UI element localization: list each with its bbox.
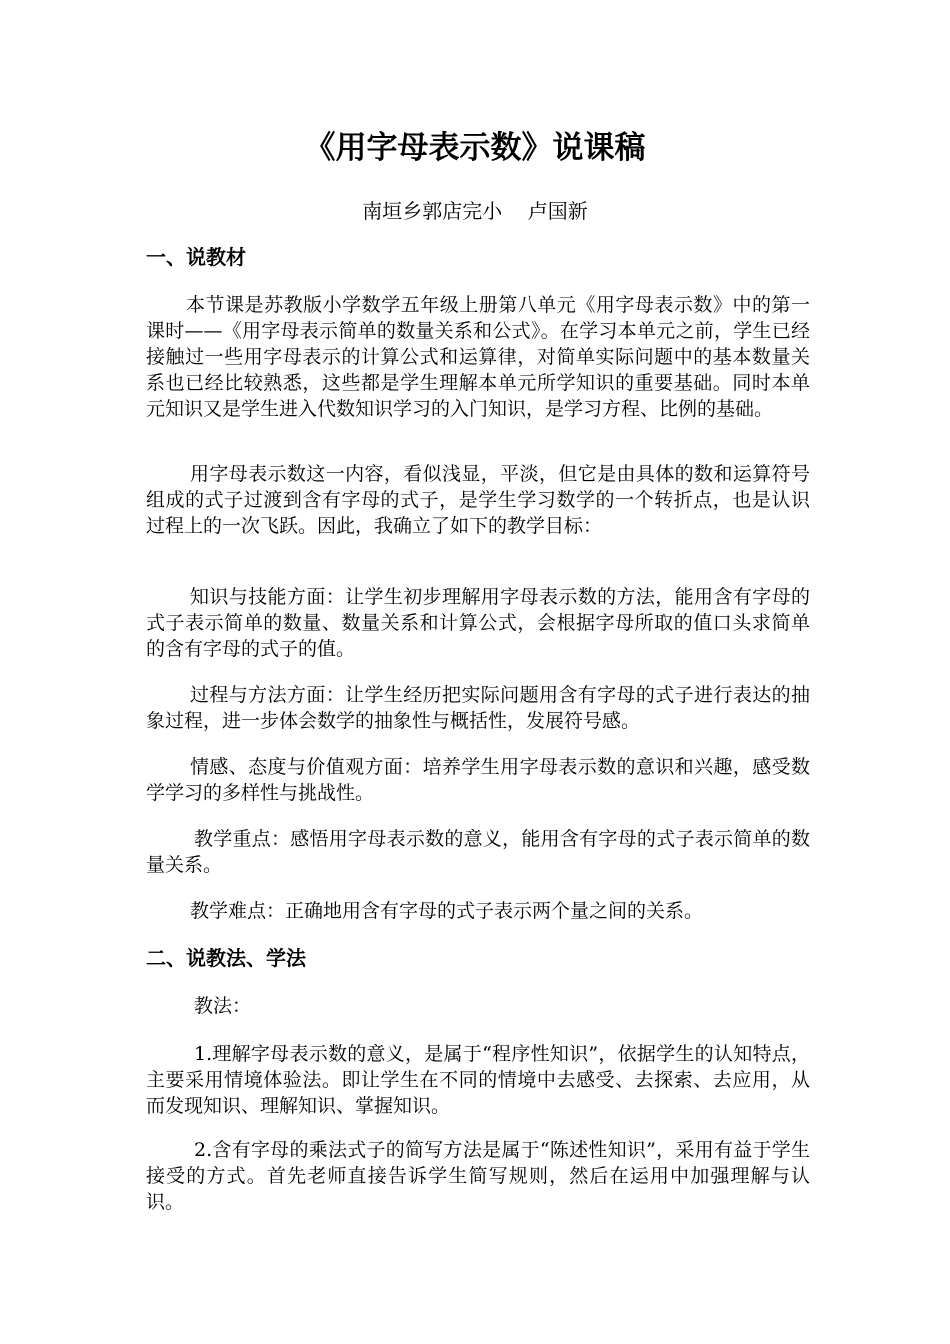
paragraph: 情感、态度与价值观方面：培养学生用字母表示数的意识和兴趣，感受数学学习的多样性与挑战性。 <box>146 756 810 804</box>
paragraph: 本节课是苏教版小学数学五年级上册第八单元《用字母表示数》中的第一课时——《用字母表示简单的数量关系和公式》。在学习本单元之前，学生已经接触过一些用字母表示的计算公式和运算律，对简单实际问题中的基本数量关系也已经比较熟悉，这些都是学生理解本单元所学知识的重要基础。同时本单元知识又是学生进入代数知识学习的入门知识，是学习方程、比例的基础。 <box>146 294 810 420</box>
section-heading-teaching-material: 一、说教材 <box>146 245 246 269</box>
paragraph: 教法： <box>194 995 252 1017</box>
paragraph: 知识与技能方面：让学生初步理解用字母表示数的方法，能用含有字母的式子表示简单的数量、数量关系和计算公式，会根据字母所取的值口头求简单的含有字母的式子的值。 <box>146 586 810 660</box>
paragraph: 过程与方法方面：让学生经历把实际问题用含有字母的式子进行表达的抽象过程，进一步体会数学的抽象性与概括性，发展符号感。 <box>146 684 810 732</box>
paragraph: 1.理解字母表示数的意义，是属于“程序性知识”，依据学生的认知特点，主要采用情境体验法。即让学生在不同的情境中去感受、去探索、去应用，从而发现知识、理解知识、掌握知识。 <box>146 1043 810 1117</box>
author-line: 南垣乡郭店完小 卢国新 <box>362 199 588 223</box>
paragraph: 用字母表示数这一内容，看似浅显，平淡，但它是由具体的数和运算符号组成的式子过渡到含有字母的式子，是学生学习数学的一个转折点，也是认识过程上的一次飞跃。因此，我确立了如下的教学目标： <box>146 463 810 537</box>
section-heading-teaching-methods: 二、说教法、学法 <box>146 946 306 970</box>
paragraph: 2.含有字母的乘法式子的简写方法是属于“陈述性知识”，采用有益于学生接受的方式。首先老师直接告诉学生简写规则，然后在运用中加强理解与认识。 <box>146 1139 810 1213</box>
document-title: 《用字母表示数》说课稿 <box>304 130 646 166</box>
paragraph: 教学难点：正确地用含有字母的式子表示两个量之间的关系。 <box>190 900 704 922</box>
paragraph: 教学重点：感悟用字母表示数的意义，能用含有字母的式子表示简单的数量关系。 <box>146 828 810 876</box>
